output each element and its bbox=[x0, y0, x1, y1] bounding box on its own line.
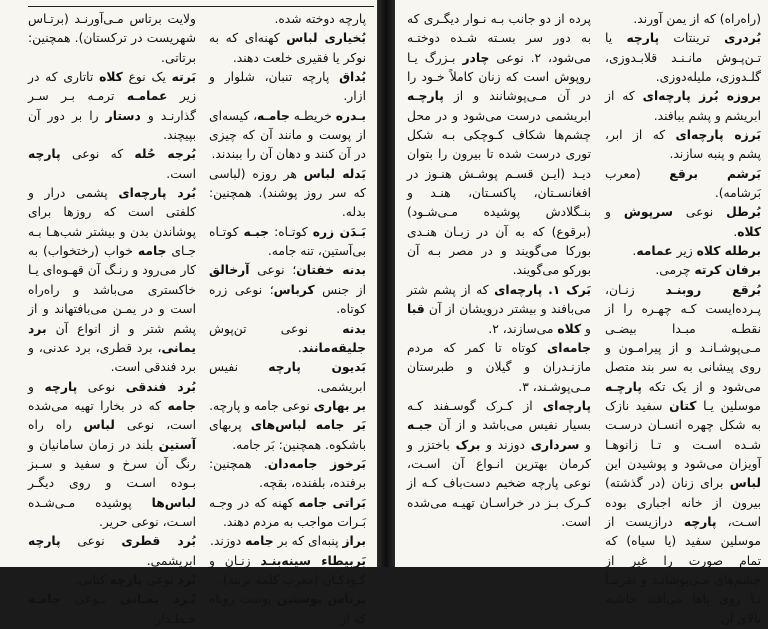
entry bbox=[209, 358, 366, 397]
entry bbox=[605, 281, 761, 629]
entry-text: باختزر و کرمان بهترین انـواع آن اسـت، نوعی پارچه ضخیم دست‌باف کـه از کـرک بـز در خراسـان تهیـه می‌شده است. bbox=[407, 437, 591, 529]
entry-headword: بَـدَن زره bbox=[312, 224, 366, 239]
entry bbox=[28, 145, 196, 184]
entry-headword: بُرجه حُله bbox=[134, 147, 196, 162]
entry-text: کهنه که در وجـه بَـرات مواجب به مردم دهند. bbox=[209, 495, 366, 529]
entry-headword: کلاه bbox=[737, 224, 761, 239]
entry-text: کهنه‌ای که به نوکر یا فقیری خلعت دهند. bbox=[209, 31, 366, 65]
book-gutter bbox=[377, 0, 395, 567]
entry-headword: لباس‌ها bbox=[151, 495, 196, 510]
entry bbox=[28, 184, 196, 377]
entry-headword: بُردری bbox=[724, 31, 761, 46]
entry bbox=[209, 68, 366, 107]
entry bbox=[407, 397, 591, 532]
entry-headword: جامه‌ای bbox=[546, 340, 591, 355]
entry-headword: آرخالق bbox=[209, 263, 250, 278]
entry-headword: لباس bbox=[729, 476, 761, 491]
entry-text: نوعی bbox=[672, 205, 727, 220]
page-top-rule bbox=[28, 6, 374, 7]
entry-headword: بَراتی جامه bbox=[298, 495, 367, 510]
entry-headword: پارچه bbox=[683, 514, 717, 529]
entry-text: پوشیده مـی‌شـده اسـت، نوعی حریر. bbox=[28, 495, 196, 529]
entry bbox=[209, 590, 366, 629]
entry bbox=[209, 10, 366, 29]
entry-text: نوعی جامه و پارچه. bbox=[209, 398, 314, 413]
entry bbox=[209, 552, 366, 591]
entry-text: بلند در زمان سامانیان و رنگ آن سرخ و سفید و سـبز بـوده اسـت و روی دیگـر bbox=[28, 437, 196, 491]
entry bbox=[605, 165, 761, 204]
entry-text: (راه‌راه) که از یمن آورند. bbox=[633, 12, 761, 26]
entry-headword: جامـه bbox=[28, 592, 61, 607]
entry-text: دوزند و bbox=[480, 437, 531, 452]
entry-headword: بَربیطاء سینه‌بنـد bbox=[260, 553, 367, 568]
entry-text: است. bbox=[166, 166, 196, 181]
entry-text: زنـان و کـودکـان (معرب کلمه بربند). bbox=[209, 553, 366, 587]
entry-headword: بدنه bbox=[342, 321, 366, 336]
entry-headword: بَدله لباس bbox=[303, 166, 366, 181]
entry-headword: پارچه bbox=[44, 379, 78, 394]
entry-text: پربهای باشکوه. همچنین: بَر جامه. bbox=[209, 418, 366, 452]
entry-headword: کلاه bbox=[99, 70, 123, 85]
entry-text: ترینتات bbox=[659, 31, 725, 46]
entry-text: . bbox=[297, 340, 302, 355]
entry-headword: جبـه bbox=[243, 224, 270, 239]
entry bbox=[209, 261, 366, 319]
entry-headword: براز bbox=[342, 534, 366, 549]
entry-text: یا تـن‌پـوش مانـنـد قلابـدوزی، گلـدوزی، ملیله‌دوزی. bbox=[605, 31, 761, 85]
entry-headword: برد یمانی bbox=[28, 321, 196, 355]
entry-text: که در بخارا تهیه می‌شده است، نوعی bbox=[28, 398, 196, 433]
entry bbox=[407, 10, 591, 281]
entry-text: کتانی. bbox=[74, 572, 110, 587]
entry bbox=[605, 203, 761, 242]
entry-text: کوتـاه: bbox=[269, 224, 313, 239]
entry-text: ابریشمی. bbox=[146, 553, 196, 568]
entry-headword: بَر جامه لباس‌های bbox=[250, 418, 366, 433]
entry-text: ولایت برتاس مـی‌آورنـد (برتـاس شهریست در ترکستان). همچنین: برتاتی. bbox=[28, 12, 196, 65]
entry-text: نـوعی bbox=[60, 592, 120, 607]
entry-headword: بُـرد یمـانی bbox=[119, 592, 196, 607]
entry-text: برای زنان (در گذشته) بیرون از خانه اجباری بوده اسـت، bbox=[605, 476, 761, 529]
entry-text: و bbox=[581, 321, 591, 336]
entry bbox=[28, 10, 196, 68]
entry bbox=[209, 532, 366, 551]
entry-text: ؛ نوعی bbox=[249, 263, 297, 278]
entry bbox=[209, 455, 366, 494]
entry-headword: بَدیون پارچه bbox=[268, 360, 366, 375]
entry-text: نوعی تن‌پوش bbox=[209, 321, 343, 336]
entry bbox=[28, 378, 196, 533]
entry-text: و bbox=[28, 379, 45, 394]
entry-text: نوعی bbox=[142, 572, 178, 587]
entry-headword: قبا bbox=[407, 302, 425, 317]
entry-headword: عمامـه bbox=[126, 89, 168, 104]
entry-text: (معرب بَرشامه). bbox=[605, 166, 761, 201]
entry-text: ، کیسه‌ای از پوست و مانند آن که چیزی در آن کنند و دهان آن را ببندند. bbox=[209, 108, 366, 162]
entry-text: درازیست از موسلین سفید (یا سیاه) که تمام صورت را غیر از چشم‌های مـی‌پوشانـد و تقریبـاً تـا روی پاها می‌افتد حاشیه بالای آن bbox=[605, 514, 761, 626]
entry-text: زنـان، پـرده‌ایست کـه چهـره را از نقطـه مبـدا بیضـی مـی‌پوشـانـد و از پیرامـون و روی پیشانی به سر بند متصل می‌شود و از یک تکه bbox=[605, 282, 761, 394]
entry-text: نوعی bbox=[60, 534, 122, 549]
entry-headword: بُرقع روبنـد bbox=[665, 282, 762, 297]
entry bbox=[209, 29, 366, 68]
entry bbox=[605, 87, 761, 126]
entry bbox=[407, 281, 591, 339]
entry-text: موسلین یـا bbox=[696, 398, 761, 413]
entry-text: که از ابر، پشم و پنبه سازند. bbox=[605, 128, 761, 162]
left-page bbox=[0, 0, 377, 626]
entry-text: تاتاری که در زیر bbox=[28, 70, 197, 104]
entry-headword: بَرک ۱. پارچه‌ای bbox=[494, 282, 592, 297]
entry-text: زیر bbox=[672, 244, 697, 259]
entry bbox=[605, 242, 761, 261]
right-page bbox=[395, 0, 768, 626]
entry-headword: بُرد فندقی bbox=[125, 379, 196, 394]
entry-headword: کتان bbox=[669, 398, 697, 413]
entry-headword: جبـه bbox=[407, 418, 433, 433]
entry bbox=[407, 339, 591, 397]
entry bbox=[605, 29, 761, 87]
entry-text: خـطـدار bbox=[155, 611, 196, 626]
entry bbox=[605, 10, 761, 29]
entry-headword: بُرد قطری bbox=[121, 534, 197, 549]
entry-headword: بَرزه پارچه‌ای bbox=[675, 128, 761, 143]
entry-headword: بُرد bbox=[177, 572, 196, 587]
right-page-column-right bbox=[605, 10, 761, 629]
entry bbox=[605, 126, 761, 165]
entry-text: خریطـه bbox=[289, 108, 336, 123]
entry-headword: بُداق bbox=[339, 70, 366, 85]
entry-text: بـزرگ یـا روپوش است که زنان کاملاً خـود را در آن مـی‌پوشانند و از bbox=[407, 50, 591, 104]
entry-text: سفید نازک به شکل چهره انسـان درسـت شـده اسـت و تـا زانوهـا آویزان می‌شود و پوشیدن این bbox=[605, 398, 761, 471]
entry-text: ؛ نوعی زره کوتاه. bbox=[209, 282, 366, 317]
entry-text: راه راه bbox=[28, 418, 84, 433]
entry-headword: بُخیاری لباس bbox=[286, 31, 366, 46]
entry bbox=[605, 261, 761, 280]
entry-text: ترمـه بـر سـر گذارنـد و bbox=[28, 89, 197, 123]
entry-text: که نوعی bbox=[60, 147, 135, 162]
entry-text: پنبه‌ای که بر bbox=[273, 534, 343, 549]
entry-text: پارچه تنبان، شلوار و ازار. bbox=[209, 70, 366, 104]
left-page-column-left bbox=[28, 10, 196, 629]
entry-headword: بروزه بُرز پارچه‌ای bbox=[642, 89, 761, 104]
entry-headword: برتاس پوستین bbox=[276, 592, 366, 607]
entry-text: هر روزه (لباسی که سر روز پوشند). همچنین: بدله. bbox=[209, 166, 366, 220]
entry-headword: جامـه bbox=[257, 108, 290, 123]
entry-headword: جلیقه‌مانند bbox=[301, 340, 366, 355]
entry-text: که از ابریشم و پشم ببافند. bbox=[605, 89, 761, 123]
entry-text: کوتـاه بی‌آستین، تنه جامه. bbox=[209, 224, 366, 259]
entry bbox=[209, 320, 366, 359]
entry-text: . همچنین: برفنده، بلفنده، بقچه. bbox=[209, 456, 366, 491]
entry-headword: جامه bbox=[167, 398, 196, 413]
entry-text: خواب (رختخواب) به کار می‌رود و رنـگ آن قهـوه‌ای یـا خاکستری می‌باشد و راه‌راه است و در یمـن می‌بافتهاند و از پشم شتر و از انواع آن bbox=[28, 244, 196, 336]
entry-text: . bbox=[632, 244, 637, 259]
entry-text: پرده از دو جانب بـه نـوار دیگـری که به دور سر بسـته شـده دوختـه می‌شود، ۲. نوعی bbox=[407, 12, 591, 65]
entry-text: کوتاه تا کمر که مردم مازنـدران و گیلان و طبرستان مـی‌پوشـند، ۳. bbox=[407, 340, 591, 394]
entry bbox=[209, 107, 366, 165]
entry-headword: آستین bbox=[158, 437, 196, 452]
entry-headword: بُرطل bbox=[726, 205, 761, 220]
right-page-column-left bbox=[407, 10, 591, 532]
entry-text: پشمی درار و کلفتی است که روزها برای پوشاندن بدن و بیشتر شب‌هـا بـه جـای bbox=[28, 186, 196, 259]
entry-headword: بَرته bbox=[171, 70, 196, 85]
entry bbox=[209, 416, 366, 455]
entry-text: یک نوع bbox=[122, 70, 172, 85]
entry-headword: سرپوش bbox=[623, 205, 673, 220]
entry-headword: برطله کلاه bbox=[696, 244, 761, 259]
entry bbox=[209, 223, 366, 262]
entry-headword: برفان کرته bbox=[694, 263, 761, 278]
entry-headword: سرداری bbox=[530, 437, 580, 452]
entry-headword: دستار bbox=[105, 108, 141, 123]
entry-headword: جامه bbox=[137, 244, 167, 259]
entry-headword: کرباس bbox=[273, 282, 315, 297]
entry-text: را بر دور آن بپیچند. bbox=[28, 108, 196, 143]
entry-headword: پارچه bbox=[28, 147, 61, 162]
entry-headword: بر بهاری bbox=[313, 398, 366, 413]
entry-headword: بـدره bbox=[335, 108, 366, 123]
entry-text: . bbox=[733, 224, 738, 239]
entry-text: از کـرک گوسـفند کـه بسیار نفیس می‌باشد و از آن bbox=[407, 398, 591, 433]
entry-text: می‌سازند، ۲. bbox=[488, 321, 558, 336]
entry bbox=[209, 494, 366, 533]
entry-text: پوست روباه که از bbox=[209, 592, 366, 626]
entry-text: ابریشمی درست می‌شود و در محل چشم‌ها شکاف کـوچکی بـه شکل توری درست شده تا بیرون را بتوان دیـد (ایـن قسـم پوشـش هنـوز در افغانسـتان، پاکسـتان، هنـد و بنـگلادش پوشیده مـی‌شـود) (برقوع) که به آن در زبـان هنـدی بورکا می‌گویند و در مصر بـه آن بورکو می‌گویند. bbox=[407, 108, 591, 278]
entry-headword: پارچـه bbox=[605, 379, 642, 394]
entry-text: و bbox=[605, 205, 624, 220]
entry-text: از جنس bbox=[314, 282, 366, 297]
entry-headword: پارچه bbox=[626, 31, 660, 46]
entry-headword: بدنه خفتان bbox=[296, 263, 367, 278]
entry-headword: عمامه bbox=[636, 244, 673, 259]
entry-headword: بُرد پارچه‌ای bbox=[118, 186, 196, 201]
entry-headword: چادر bbox=[462, 50, 490, 65]
entry-headword: لباس bbox=[83, 418, 115, 433]
entry bbox=[209, 165, 366, 223]
entry-headword: پارچه bbox=[28, 534, 61, 549]
entry-headword: بَرخوز جامه‌دان bbox=[267, 456, 366, 471]
entry-text: نفیس ابریشمی. bbox=[209, 360, 366, 394]
entry-text: و bbox=[579, 437, 591, 452]
entry-headword: برک bbox=[455, 437, 481, 452]
entry-headword: جامه bbox=[245, 534, 274, 549]
entry-text: نوعی bbox=[77, 379, 126, 394]
entry bbox=[28, 571, 196, 590]
entry-text: دوزند. bbox=[210, 534, 246, 549]
entry bbox=[28, 68, 196, 145]
entry-text: ، برد قطری، برد عدنی، و برد فندقی است. bbox=[28, 340, 196, 375]
entry-headword: پارچه‌ای bbox=[542, 398, 591, 413]
entry-text: پارچه دوخته شده. bbox=[274, 12, 366, 26]
entry bbox=[28, 532, 196, 571]
entry-headword: بَرشم برقع bbox=[669, 166, 761, 181]
entry-text: چرمی. bbox=[655, 263, 695, 278]
entry-text: که از پشم شتر می‌بافند و بیشتر درویشان از آن bbox=[407, 282, 591, 317]
entry bbox=[28, 590, 196, 629]
entry-headword: پارچه bbox=[109, 572, 143, 587]
left-page-column-right bbox=[209, 10, 366, 629]
entry bbox=[209, 397, 366, 416]
entry-headword: کلاه bbox=[557, 321, 582, 336]
entry-headword: پارچـه bbox=[407, 89, 444, 104]
